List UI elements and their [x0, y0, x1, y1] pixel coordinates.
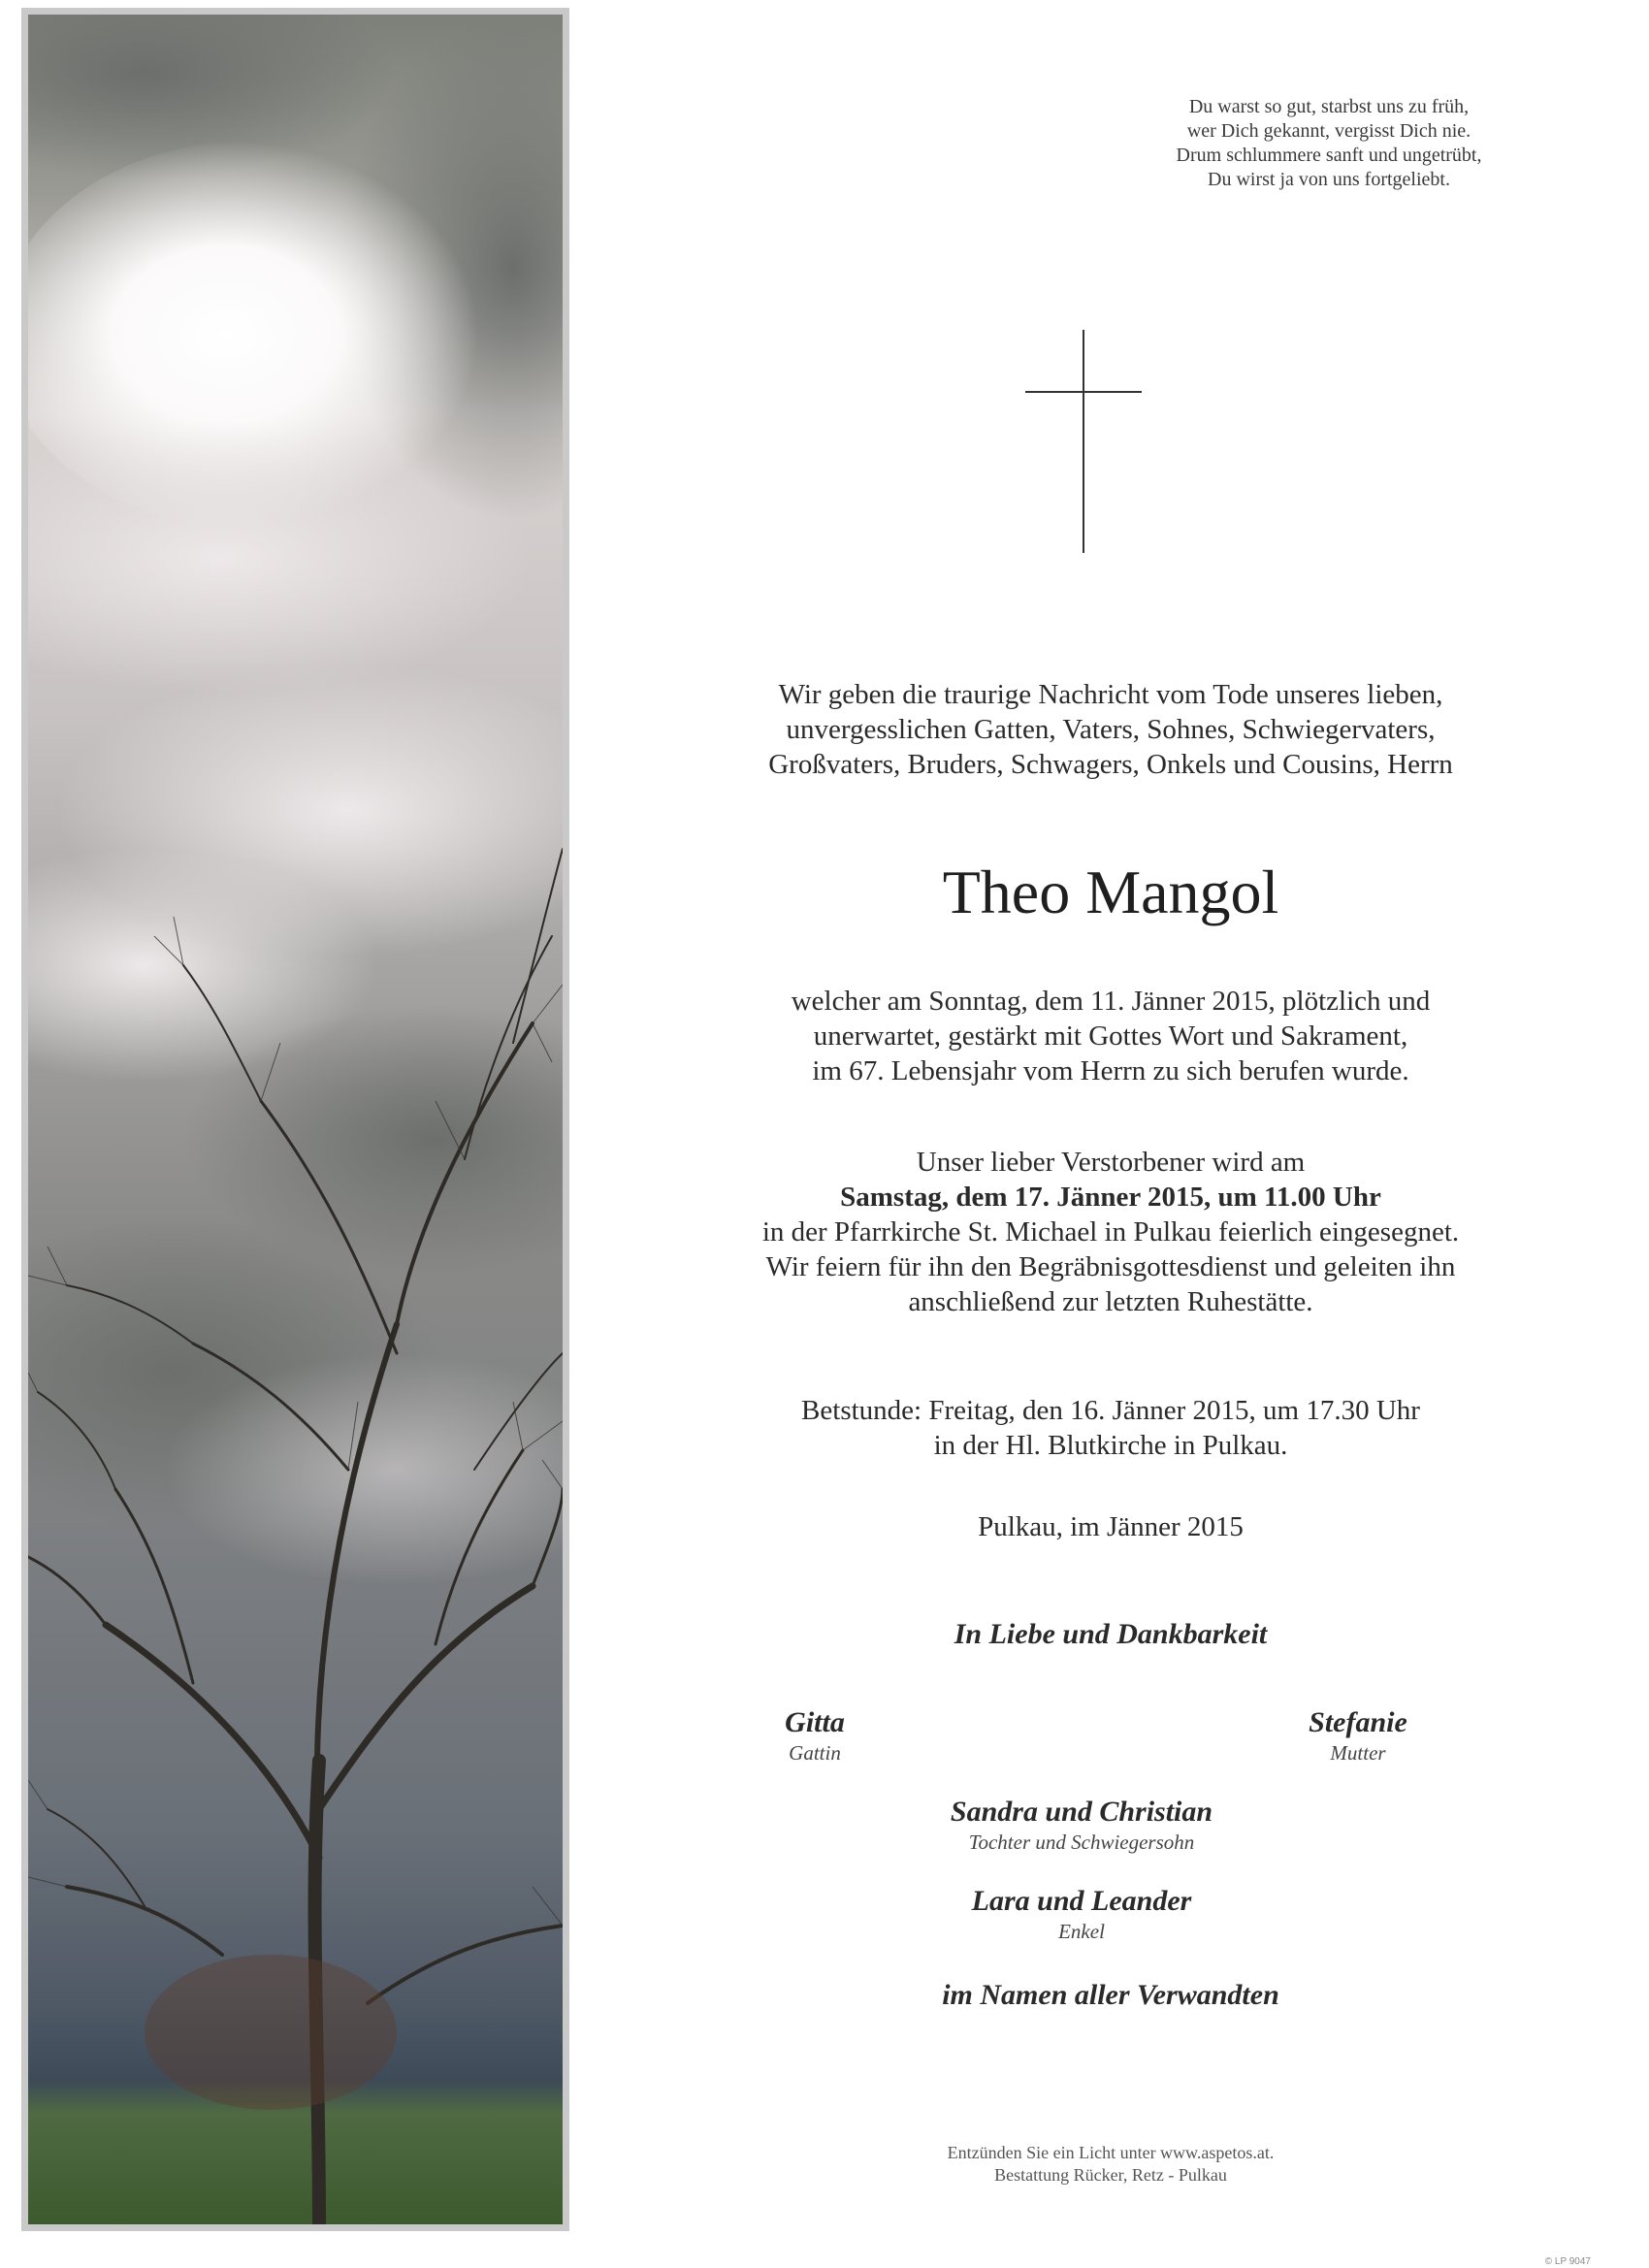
place-date: Pulkau, im Jänner 2015 [978, 1511, 1244, 1542]
closing-line: im Namen aller Verwandten [942, 1979, 1279, 2011]
death-paragraph [621, 984, 1600, 1088]
poem-line: Du wirst ja von uns fortgeliebt. [1208, 169, 1450, 190]
death-line: welcher am Sonntag, dem 11. Jänner 2015, plötzlich und [791, 986, 1431, 1017]
funeral-line: Wir feiern für ihn den Begräbnisgottesdienst und geleiten ihn [765, 1251, 1456, 1282]
announcement-intro [621, 677, 1600, 782]
intro-line: unvergesslichen Gatten, Vaters, Sohnes, Schwiegervaters, [786, 714, 1436, 745]
poem-line: wer Dich gekannt, vergisst Dich nie. [1186, 120, 1471, 142]
footer-line: Entzünden Sie ein Licht unter www.aspetos.at. [947, 2143, 1275, 2162]
death-line: im 67. Lebensjahr vom Herrn zu sich berufen wurde. [812, 1055, 1409, 1086]
funeral-date: Samstag, dem 17. Jänner 2015, um 11.00 Uhr [840, 1182, 1381, 1213]
footer [621, 2142, 1600, 2187]
photo-frame [21, 8, 569, 2231]
deceased-name: Theo Mangol [942, 858, 1279, 926]
mourner-role: Enkel [1058, 1920, 1105, 1943]
mourner-name: Gitta [785, 1706, 845, 1738]
funeral-line: anschließend zur letzten Ruhestätte. [908, 1286, 1313, 1317]
funeral-line: in der Pfarrkirche St. Michael in Pulkau feierlich eingesegnet. [761, 1216, 1460, 1247]
funeral-line: Unser lieber Verstorbener wird am [916, 1147, 1306, 1178]
mourner-gitta [718, 1705, 912, 1766]
mourner-lara [854, 1884, 1310, 1944]
poem-line: Drum schlummere sanft und ungetrübt, [1176, 145, 1482, 166]
intro-line: Wir geben die traurige Nachricht vom Tode unseres lieben, [778, 679, 1443, 710]
cross-icon [1023, 330, 1144, 553]
reference-code: © LP 9047 [1544, 2256, 1591, 2267]
funeral-paragraph [621, 1145, 1600, 1319]
prayer-paragraph [621, 1393, 1600, 1463]
poem [1096, 95, 1562, 192]
prayer-line: in der Hl. Blutkirche in Pulkau. [933, 1430, 1288, 1461]
mourner-sandra [854, 1795, 1310, 1855]
death-line: unerwartet, gestärkt mit Gottes Wort und Sakrament, [813, 1021, 1408, 1052]
closing-heading: In Liebe und Dankbarkeit [954, 1618, 1268, 1650]
mourner-name: Stefanie [1309, 1706, 1407, 1738]
prayer-line: Betstunde: Freitag, den 16. Jänner 2015, um 17.30 Uhr [801, 1395, 1420, 1426]
mourner-role: Tochter und Schwiegersohn [968, 1831, 1195, 1854]
poem-line: Du warst so gut, starbst uns zu früh, [1188, 96, 1470, 117]
mourner-role: Mutter [1330, 1741, 1386, 1765]
footer-line: Bestattung Rücker, Retz - Pulkau [994, 2165, 1227, 2185]
mourner-name: Lara und Leander [971, 1885, 1192, 1917]
mourner-stefanie [1251, 1705, 1465, 1766]
intro-line: Großvaters, Bruders, Schwagers, Onkels und Cousins, Herrn [768, 749, 1453, 780]
mourner-role: Gattin [789, 1741, 841, 1765]
sky-tree-photo [28, 15, 563, 2224]
mourner-name: Sandra und Christian [950, 1796, 1213, 1828]
